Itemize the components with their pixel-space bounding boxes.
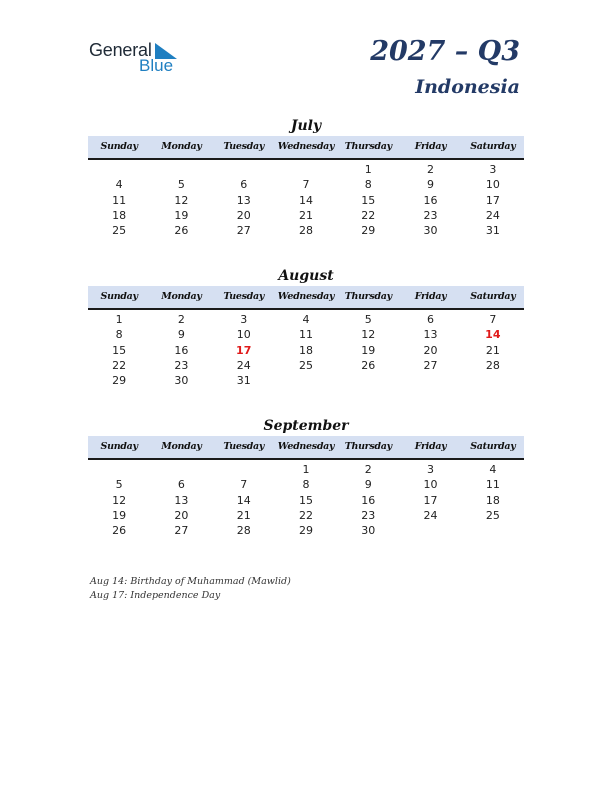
day-cell: 22 (298, 508, 313, 522)
weekday-label: Thursday (344, 441, 392, 452)
day-cell: 14 (298, 193, 313, 207)
holiday-note: Aug 17: Independence Day (90, 590, 221, 601)
weekday-label: Sunday (100, 441, 138, 452)
empty-day-cell (399, 373, 461, 388)
weekday-label: Monday (161, 441, 202, 452)
weekday-label: Monday (161, 141, 202, 152)
weekday-label: Tuesday (223, 291, 265, 302)
day-cell: 2 (364, 463, 372, 476)
day-cell: 12 (112, 493, 127, 507)
empty-day-cell (275, 162, 337, 177)
day-cell: 28 (485, 358, 500, 372)
day-cell: 19 (174, 208, 189, 222)
day-cell: 4 (489, 463, 497, 476)
empty-day-cell (462, 523, 524, 538)
weekday-label: Tuesday (223, 441, 265, 452)
week-row (88, 508, 524, 523)
day-cell: 10 (423, 478, 438, 492)
day-cell: 23 (361, 508, 376, 522)
empty-day-cell (462, 373, 524, 388)
week-row (88, 462, 524, 477)
day-cell: 18 (298, 343, 313, 357)
week-row (88, 223, 524, 238)
page-title: 2027 – Q3 (370, 36, 520, 67)
day-cell: 6 (427, 313, 435, 326)
country-name: Indonesia (415, 76, 520, 98)
day-cell: 3 (489, 163, 497, 176)
weekday-label: Thursday (344, 291, 392, 302)
week-row (88, 162, 524, 177)
day-cell: 7 (302, 178, 310, 192)
day-cell: 5 (364, 313, 372, 326)
day-cell: 11 (485, 478, 500, 492)
weekday-label: Friday (414, 291, 447, 302)
day-cell: 10 (485, 178, 500, 192)
day-cell: 15 (112, 343, 127, 357)
day-cell: 1 (115, 313, 123, 326)
week-row (88, 327, 524, 342)
empty-day-cell (88, 462, 150, 477)
day-cell: 29 (298, 524, 313, 538)
day-cell: 19 (112, 508, 127, 522)
logo-text-blue: Blue (139, 56, 174, 75)
weekday-header (88, 436, 524, 460)
day-cell: 6 (240, 178, 248, 192)
month-title: September (263, 418, 349, 434)
day-cell: 16 (361, 493, 376, 507)
day-cell: 1 (302, 463, 310, 476)
day-cell: 23 (423, 208, 438, 222)
day-cell: 28 (236, 524, 251, 538)
empty-day-cell (213, 162, 275, 177)
empty-day-cell (213, 462, 275, 477)
day-cell: 4 (115, 178, 123, 192)
day-cell: 6 (177, 478, 185, 492)
day-cell: 18 (112, 208, 127, 222)
day-cell: 12 (174, 193, 189, 207)
day-cell: 17 (423, 493, 438, 507)
day-cell: 8 (364, 178, 372, 192)
day-cell: 11 (112, 193, 127, 207)
day-cell: 9 (177, 328, 185, 342)
day-cell: 4 (302, 313, 310, 326)
day-cell: 27 (423, 358, 438, 372)
day-cell: 24 (236, 358, 251, 372)
weekday-label: Wednesday (277, 291, 335, 302)
holiday-notes (90, 575, 291, 603)
day-cell: 22 (361, 208, 376, 222)
day-cell: 26 (112, 524, 127, 538)
day-cell: 25 (112, 224, 127, 238)
day-cell: 15 (361, 193, 376, 207)
month-title: July (290, 118, 322, 134)
day-cell: 7 (240, 478, 248, 492)
day-cell: 16 (423, 193, 438, 207)
week-row (88, 343, 524, 358)
day-grid (88, 462, 524, 538)
weekday-header (88, 136, 524, 160)
day-cell: 7 (489, 313, 497, 326)
week-row (88, 358, 524, 373)
day-cell: 16 (174, 343, 189, 357)
empty-day-cell (275, 373, 337, 388)
day-cell: 22 (112, 358, 127, 372)
holiday-day-cell: 17 (236, 343, 252, 357)
month-september (88, 416, 524, 538)
empty-day-cell (88, 162, 150, 177)
weekday-label: Tuesday (223, 141, 265, 152)
day-cell: 3 (427, 463, 435, 476)
logo (89, 40, 199, 76)
holiday-day-cell: 14 (485, 328, 501, 342)
week-row (88, 312, 524, 327)
holiday-note: Aug 14: Birthday of Muhammad (Mawlid) (90, 576, 291, 587)
day-cell: 25 (298, 358, 313, 372)
day-cell: 30 (174, 374, 189, 388)
day-cell: 27 (236, 224, 251, 238)
day-cell: 20 (174, 508, 189, 522)
day-grid (88, 312, 524, 388)
week-row (88, 208, 524, 223)
day-cell: 20 (423, 343, 438, 357)
day-cell: 31 (236, 374, 251, 388)
day-grid (88, 162, 524, 238)
weekday-label: Sunday (100, 291, 138, 302)
day-cell: 29 (361, 224, 376, 238)
weekday-label: Friday (414, 441, 447, 452)
day-cell: 21 (485, 343, 500, 357)
day-cell: 5 (115, 478, 123, 492)
week-row (88, 477, 524, 492)
day-cell: 13 (423, 328, 438, 342)
day-cell: 11 (298, 328, 313, 342)
day-cell: 24 (485, 208, 500, 222)
day-cell: 30 (361, 524, 376, 538)
month-august (88, 266, 524, 388)
day-cell: 15 (298, 493, 313, 507)
weekday-label: Saturday (470, 291, 516, 302)
logo-text-general: General (89, 40, 152, 60)
day-cell: 8 (302, 478, 310, 492)
day-cell: 12 (361, 328, 376, 342)
day-cell: 21 (236, 508, 251, 522)
week-row (88, 193, 524, 208)
day-cell: 13 (236, 193, 251, 207)
weekday-label: Saturday (470, 141, 516, 152)
empty-day-cell (399, 523, 461, 538)
day-cell: 17 (485, 193, 500, 207)
weekday-header (88, 286, 524, 310)
day-cell: 23 (174, 358, 189, 372)
day-cell: 10 (236, 328, 251, 342)
day-cell: 1 (364, 163, 372, 176)
day-cell: 26 (174, 224, 189, 238)
day-cell: 9 (427, 178, 435, 192)
day-cell: 25 (485, 508, 500, 522)
day-cell: 2 (427, 163, 435, 176)
week-row (88, 373, 524, 388)
weekday-label: Wednesday (277, 141, 335, 152)
day-cell: 24 (423, 508, 438, 522)
empty-day-cell (150, 462, 212, 477)
day-cell: 14 (236, 493, 251, 507)
day-cell: 27 (174, 524, 189, 538)
weekday-label: Monday (161, 291, 202, 302)
day-cell: 30 (423, 224, 438, 238)
day-cell: 9 (364, 478, 372, 492)
day-cell: 2 (177, 313, 185, 326)
empty-day-cell (150, 162, 212, 177)
empty-day-cell (337, 373, 399, 388)
day-cell: 21 (298, 208, 313, 222)
day-cell: 3 (240, 313, 248, 326)
week-row (88, 177, 524, 192)
month-title: August (278, 268, 334, 284)
day-cell: 29 (112, 374, 127, 388)
day-cell: 20 (236, 208, 251, 222)
day-cell: 8 (115, 328, 123, 342)
month-july (88, 116, 524, 238)
weekday-label: Thursday (344, 141, 392, 152)
day-cell: 19 (361, 343, 376, 357)
day-cell: 28 (298, 224, 313, 238)
weekday-label: Wednesday (277, 441, 335, 452)
day-cell: 5 (177, 178, 185, 192)
week-row (88, 493, 524, 508)
weekday-label: Friday (414, 141, 447, 152)
day-cell: 26 (361, 358, 376, 372)
week-row (88, 523, 524, 538)
weekday-label: Sunday (100, 141, 138, 152)
day-cell: 31 (485, 224, 500, 238)
weekday-label: Saturday (470, 441, 516, 452)
day-cell: 18 (485, 493, 500, 507)
day-cell: 13 (174, 493, 189, 507)
